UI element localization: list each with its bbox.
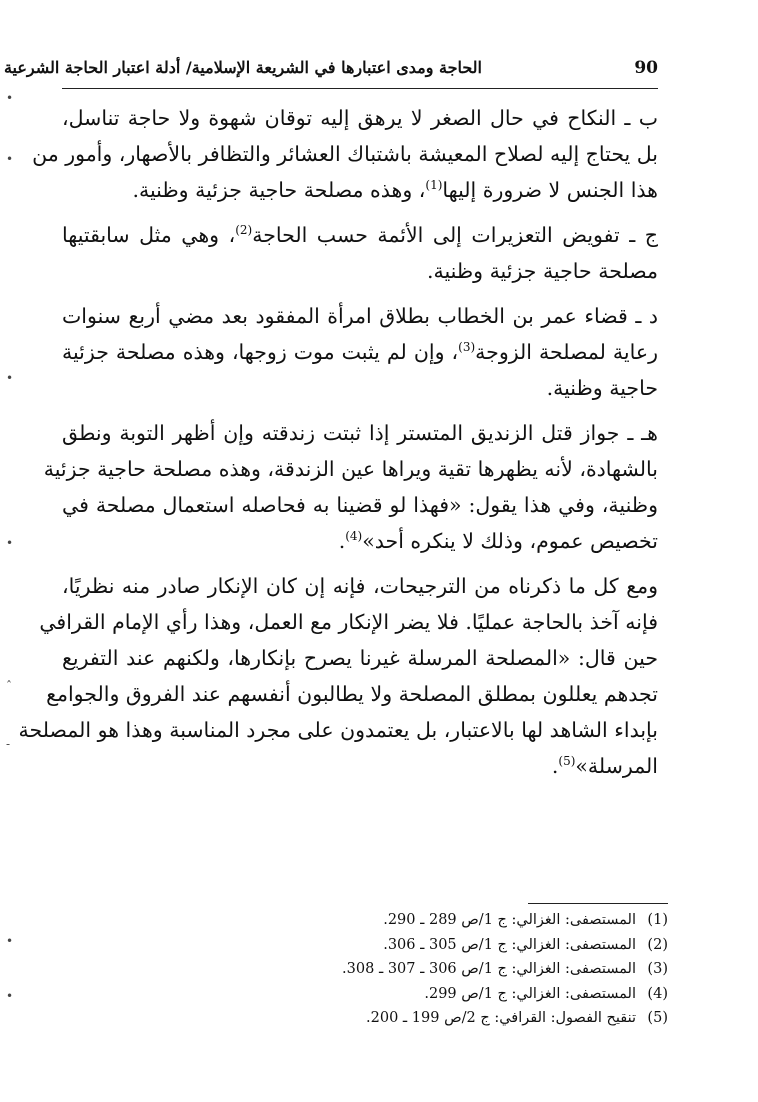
footnote (100, 957, 668, 982)
paragraph (62, 298, 658, 406)
footnotes (100, 908, 668, 1031)
paragraph (43, 415, 658, 559)
footnote (100, 982, 668, 1007)
scan-speck: • (6, 152, 14, 166)
scan-speck: ˆ (6, 679, 12, 693)
footnote-text: المستصفى: الغزالي: ج 1/ص 299. (424, 985, 636, 1002)
footnote-text: المستصفى: الغزالي: ج 1/ص 306 ـ 307 ـ 308. (342, 961, 636, 977)
text-line: بل يحتاج إليه لصلاح المعيشة باشتباك العشائر والتظافر بالأصهار، وأمور من (32, 142, 658, 166)
footnote (100, 1006, 668, 1031)
footnote-ref: (5) (558, 754, 576, 769)
footnote-ref: (4) (345, 529, 363, 544)
footnote-number: (5) (647, 1010, 668, 1026)
scan-speck: • (6, 91, 14, 105)
paragraph (32, 100, 658, 208)
scan-speck: - (6, 737, 11, 751)
text-line: حاجية وظنية. (546, 376, 658, 400)
page-header (3, 56, 658, 89)
text-line: بإبداء الشاهد لها بالاعتبار، بل يعتمدون على مجرد المناسبة وهذا هو المصلحة (18, 718, 658, 742)
text-line: ج ـ تفويض التعزيرات إلى الأئمة حسب الحاجة$^{(2)}$، وهي مثل سابقتيها (62, 223, 658, 247)
text-line: وظنية، وفي هذا يقول: «فهذا لو قضينا به فحاصله استعمال مصلحة في (62, 493, 658, 517)
text-line: رعاية لمصلحة الزوجة$^{(3)}$، وإن لم يثبت موت زوجها، وهذه مصلحة جزئية (62, 340, 658, 364)
footnote-text: المستصفى: الغزالي: ج 1/ص 289 ـ 290. (383, 912, 636, 928)
text-line: فإنه آخذ بالحاجة عمليًا. فلا يضر الإنكار مع العمل، وهذا رأي الإمام القرافي (39, 610, 658, 634)
text-line: هـ ـ جواز قتل الزنديق المتستر إذا ثبتت زندقته وإن أظهر التوبة ونطق (62, 421, 658, 445)
text-line: تجدهم يعللون بمطلق المصلحة ولا يطالبون أنفسهم عند الفروق والجوامع (46, 682, 658, 706)
footnote-separator (528, 903, 668, 904)
footnote-text: تنقيح الفصول: القرافي: ج 2/ص 199 ـ 200. (366, 1010, 636, 1026)
text-line: حين قال: «المصلحة المرسلة غيرنا يصرح بإنكارها، ولكنهم عند التفريع (62, 646, 658, 670)
body-text (18, 100, 658, 793)
page-number: 90 (634, 58, 658, 78)
paragraph (18, 568, 658, 784)
footnote-text: المستصفى: الغزالي: ج 1/ص 305 ـ 306. (383, 936, 636, 953)
paragraph (62, 217, 658, 289)
footnote (100, 908, 668, 933)
footnote-number: (2) (647, 936, 668, 953)
text-line: هذا الجنس لا ضرورة إليها$^{(1)}$، وهذه مصلحة حاجية جزئية وظنية. (132, 178, 658, 202)
footnote-ref: (3) (458, 340, 476, 355)
scan-speck: • (6, 934, 14, 948)
running-title: الحاجة ومدى اعتبارها في الشريعة الإسلامية/ أدلة اعتبار الحاجة الشرعية (3, 58, 482, 77)
scan-speck: • (6, 989, 14, 1003)
footnote-ref: (1) (425, 178, 443, 193)
footnote-number: (3) (647, 961, 668, 977)
footnote-ref: (2) (235, 223, 253, 238)
footnote (100, 933, 668, 958)
text-line: المرسلة»$^{(5)}$. (551, 754, 658, 778)
text-line: ب ـ النكاح في حال الصغر لا يرهق إليه توقان شهوة ولا حاجة تناسل، (62, 106, 658, 130)
footnote-number: (4) (647, 985, 668, 1002)
scan-speck: • (6, 371, 14, 385)
text-line: مصلحة حاجية جزئية وظنية. (426, 259, 658, 283)
scan-speck: • (6, 536, 14, 550)
text-line: تخصيص عموم، وذلك لا ينكره أحد»$^{(4)}$. (338, 529, 658, 553)
text-line: د ـ قضاء عمر بن الخطاب بطلاق امرأة المفقود بعد مضي أربع سنوات (62, 304, 658, 328)
text-line: ومع كل ما ذكرناه من الترجيحات، فإنه إن كان الإنكار صادر منه نظريًا، (62, 574, 658, 598)
footnote-number: (1) (647, 912, 668, 928)
text-line: بالشهادة، لأنه يظهرها تقية ويراها عين الزندقة، وهذه مصلحة حاجية جزئية (43, 457, 658, 481)
